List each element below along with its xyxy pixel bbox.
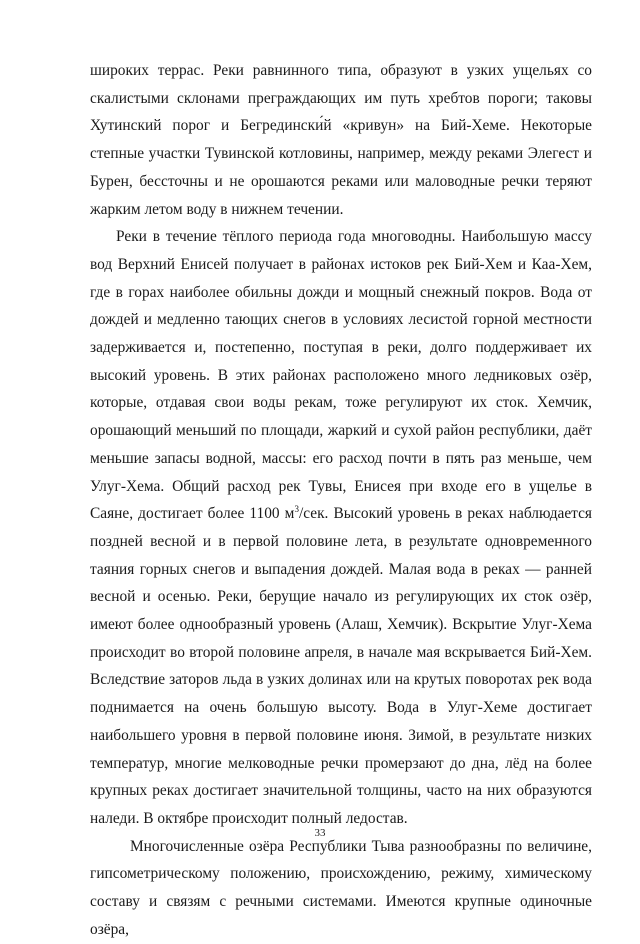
- body-text: [90, 57, 592, 944]
- paragraph-3: Многочисленные озёра Республики Тыва разнообразны по величине, гипсометрическому положению, происхождению, режиму, химическому составу и связям с речными системами. Имеются крупные одиночные озёра,: [90, 837, 592, 938]
- page-number: 33: [314, 827, 326, 839]
- paragraph-2-text-b: /сек. Высокий уровень в реках наблюдается поздней весной и в первой половине лета, в результате одновременного таяния горных снегов и выпадения дождей. Малая вода в реках — ранней весной и осенью. Реки, берущие начало из регулирующих их сток озёр, имеют более однообразный уровень (Алаш, Хемчик). Вскрытие Улуг-Хема происходит во второй половине апреля, в начале мая вскрывается Бий-Хем. Вследствие заторов льда в узких долинах или на крутых поворотах рек вода поднимается на очень большую высоту. Вода в Улуг-Хеме достигает наибольшего уровня в первой половине июня. Зимой, в результате низких температур, многие мелководные речки промерзают до дна, лёд на более крупных реках достигает значительной толщины, часто на них образуются наледи. В октябре происходит полный ледостав.: [90, 505, 593, 827]
- unit-superscript: 3: [294, 504, 299, 515]
- paragraph-2: [90, 223, 592, 832]
- paragraph-2-text-a: Реки в течение тёплого периода года многоводны. Наибольшую массу вод Верхний Енисей получает в районах истоков рек Бий-Хем и Каа-Хем, где в горах наиболее обильны дожди и мощный снежный покров. Вода от дождей и медленно тающих снегов в условиях лесистой горной местности задерживается и, постепенно, поступая в реки, долго поддерживает их высокий уровень. В этих районах расположено много ледниковых озёр, которые, отдавая свои воды рекам, тоже регулируют их сток. Хемчик, орошающий меньший по площади, жаркий и сухой район республики, даёт меньшие запасы водной, массы: его расход почти в пять раз меньше, чем Улуг-Хема. Общий расход рек Тувы, Енисея при входе его в ущелье в Саяне, достигает более 1100 м: [90, 228, 592, 523]
- paragraph-1: широких террас. Реки равнинного типа, образуют в узких ущельях со скалистыми склонами преграждающих им путь хребтов пороги; таковы Хутинский порог и Бегредински́й «кривун» на Бий-Хеме. Некоторые степные участки Тувинской котловины, например, между реками Элегест и Бурен, бессточны и не орошаются реками или маловодные речки теряют жарким летом воду в нижнем течении.: [90, 62, 592, 218]
